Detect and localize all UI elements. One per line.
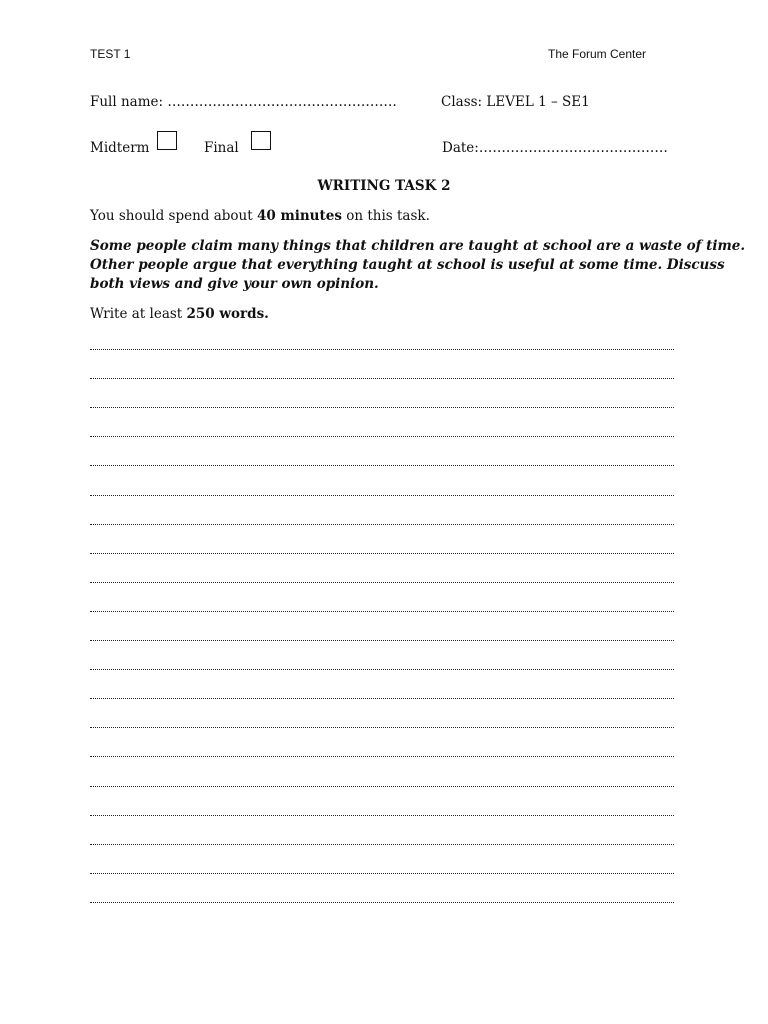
answer-line[interactable] [90, 483, 674, 512]
essay-prompt-line: Other people argue that everything taught at school is useful at some time. Discuss [90, 257, 725, 273]
answer-line[interactable] [90, 862, 674, 891]
answer-line[interactable] [90, 658, 674, 687]
answer-line[interactable] [90, 687, 674, 716]
full-name-field[interactable]: Full name: …………………………………………… [90, 94, 397, 110]
answer-line[interactable] [90, 833, 674, 862]
answer-line[interactable] [90, 454, 674, 483]
answer-line[interactable] [90, 396, 674, 425]
answer-line[interactable] [90, 338, 674, 367]
word-count-pre: Write at least [90, 306, 187, 322]
answer-line[interactable] [90, 600, 674, 629]
answer-area[interactable] [90, 338, 674, 920]
test-label: TEST 1 [90, 47, 131, 61]
midterm-checkbox[interactable] [157, 131, 177, 150]
date-field[interactable]: Date:…………………………………… [442, 140, 668, 156]
answer-line[interactable] [90, 542, 674, 571]
answer-line[interactable] [90, 571, 674, 600]
time-instruction [90, 208, 430, 224]
class-label: Class: LEVEL 1 – SE1 [441, 94, 590, 110]
answer-line[interactable] [90, 367, 674, 396]
answer-line[interactable] [90, 425, 674, 454]
essay-prompt-line: Some people claim many things that children are taught at school are a waste of time. [90, 238, 746, 254]
word-count-bold: 250 words. [186, 306, 269, 322]
time-instruction-minutes: 40 minutes [256, 208, 342, 224]
task-title: WRITING TASK 2 [317, 178, 451, 194]
word-count-instruction [90, 306, 269, 322]
final-checkbox[interactable] [251, 131, 271, 150]
answer-line[interactable] [90, 629, 674, 658]
answer-line[interactable] [90, 804, 674, 833]
answer-line[interactable] [90, 774, 674, 803]
answer-line[interactable] [90, 716, 674, 745]
answer-line[interactable] [90, 891, 674, 920]
essay-prompt-line: both views and give your own opinion. [90, 276, 379, 292]
answer-line[interactable] [90, 513, 674, 542]
answer-line[interactable] [90, 745, 674, 774]
time-instruction-pre: You should spend about [90, 208, 257, 224]
time-instruction-post: on this task. [341, 208, 430, 224]
final-label: Final [204, 140, 239, 156]
midterm-label: Midterm [90, 140, 150, 156]
center-name: The Forum Center [548, 47, 647, 61]
essay-prompt [90, 237, 746, 294]
